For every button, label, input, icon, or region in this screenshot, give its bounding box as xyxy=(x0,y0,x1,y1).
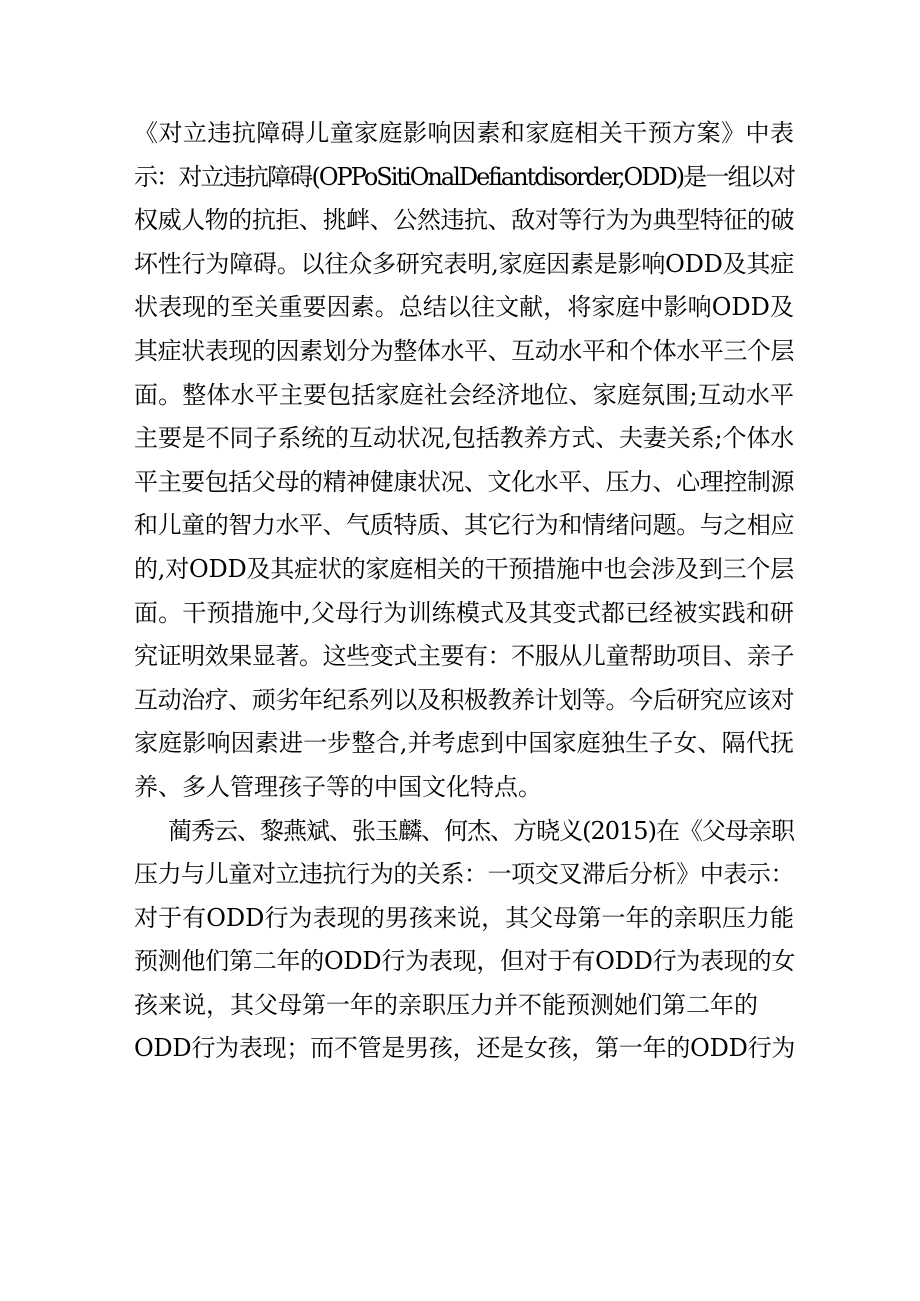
text-line: 究证明效果显著。这些变式主要有：不服从儿童帮助项目、亲子 xyxy=(134,642,794,671)
text-line: 状表现的至关重要因素。总结以往文献，将家庭中影响ODD及 xyxy=(134,293,794,322)
text-line: 互动治疗、顽劣年纪系列以及积极教养计划等。今后研究应该对 xyxy=(134,685,794,714)
text-line: 《对立违抗障碍儿童家庭影响因素和家庭相关干预方案》中表 xyxy=(134,119,794,147)
text-line: 养、多人管理孩子等的中国文化特点。 xyxy=(134,772,542,801)
text-line: 孩来说，其父母第一年的亲职压力并不能预测她们第二年的 xyxy=(134,990,758,1019)
text-line: 坏性行为障碍。以往众多研究表明,家庭因素是影响ODD及其症 xyxy=(134,249,794,278)
text-line: 压力与儿童对立违抗行为的关系：一项交叉滞后分析》中表示： xyxy=(134,860,794,889)
text-line: 面。干预措施中,父母行为训练模式及其变式都已经被实践和研 xyxy=(134,598,794,627)
paragraph-2 xyxy=(134,810,794,1072)
text-line: 面。整体水平主要包括家庭社会经济地位、家庭氛围;互动水平 xyxy=(134,380,794,409)
text-line: 其症状表现的因素划分为整体水平、互动水平和个体水平三个层 xyxy=(134,336,794,365)
paragraph-1 xyxy=(134,112,794,810)
text-line: 家庭影响因素进一步整合,并考虑到中国家庭独生子女、隔代抚 xyxy=(134,729,794,758)
text-line: 蔺秀云、黎燕斌、张玉麟、何杰、方晓义(2015)在《父母亲职 xyxy=(168,816,794,845)
text-line: 权威人物的抗拒、挑衅、公然违抗、敌对等行为为典型特征的破 xyxy=(134,206,794,235)
text-line: 主要是不同子系统的互动状况,包括教养方式、夫妻关系;个体水 xyxy=(134,424,794,453)
text-line: ODD行为表现；而不管是男孩，还是女孩，第一年的ODD行为 xyxy=(134,1034,796,1063)
text-line: 的,对ODD及其症状的家庭相关的干预措施中也会涉及到三个层 xyxy=(134,554,794,583)
text-line: 平主要包括父母的精神健康状况、文化水平、压力、心理控制源 xyxy=(134,467,794,496)
text-line: 对于有ODD行为表现的男孩来说，其父母第一年的亲职压力能 xyxy=(134,903,794,932)
text-line: 预测他们第二年的ODD行为表现，但对于有ODD行为表现的女 xyxy=(134,947,796,976)
text-line: 和儿童的智力水平、气质特质、其它行为和情绪问题。与之相应 xyxy=(134,511,794,540)
document-body xyxy=(134,112,794,1071)
text-line: 示：对立违抗障碍(OPPoSitiOnalDefiantdisorder,ODD)是一组以对 xyxy=(134,162,794,191)
